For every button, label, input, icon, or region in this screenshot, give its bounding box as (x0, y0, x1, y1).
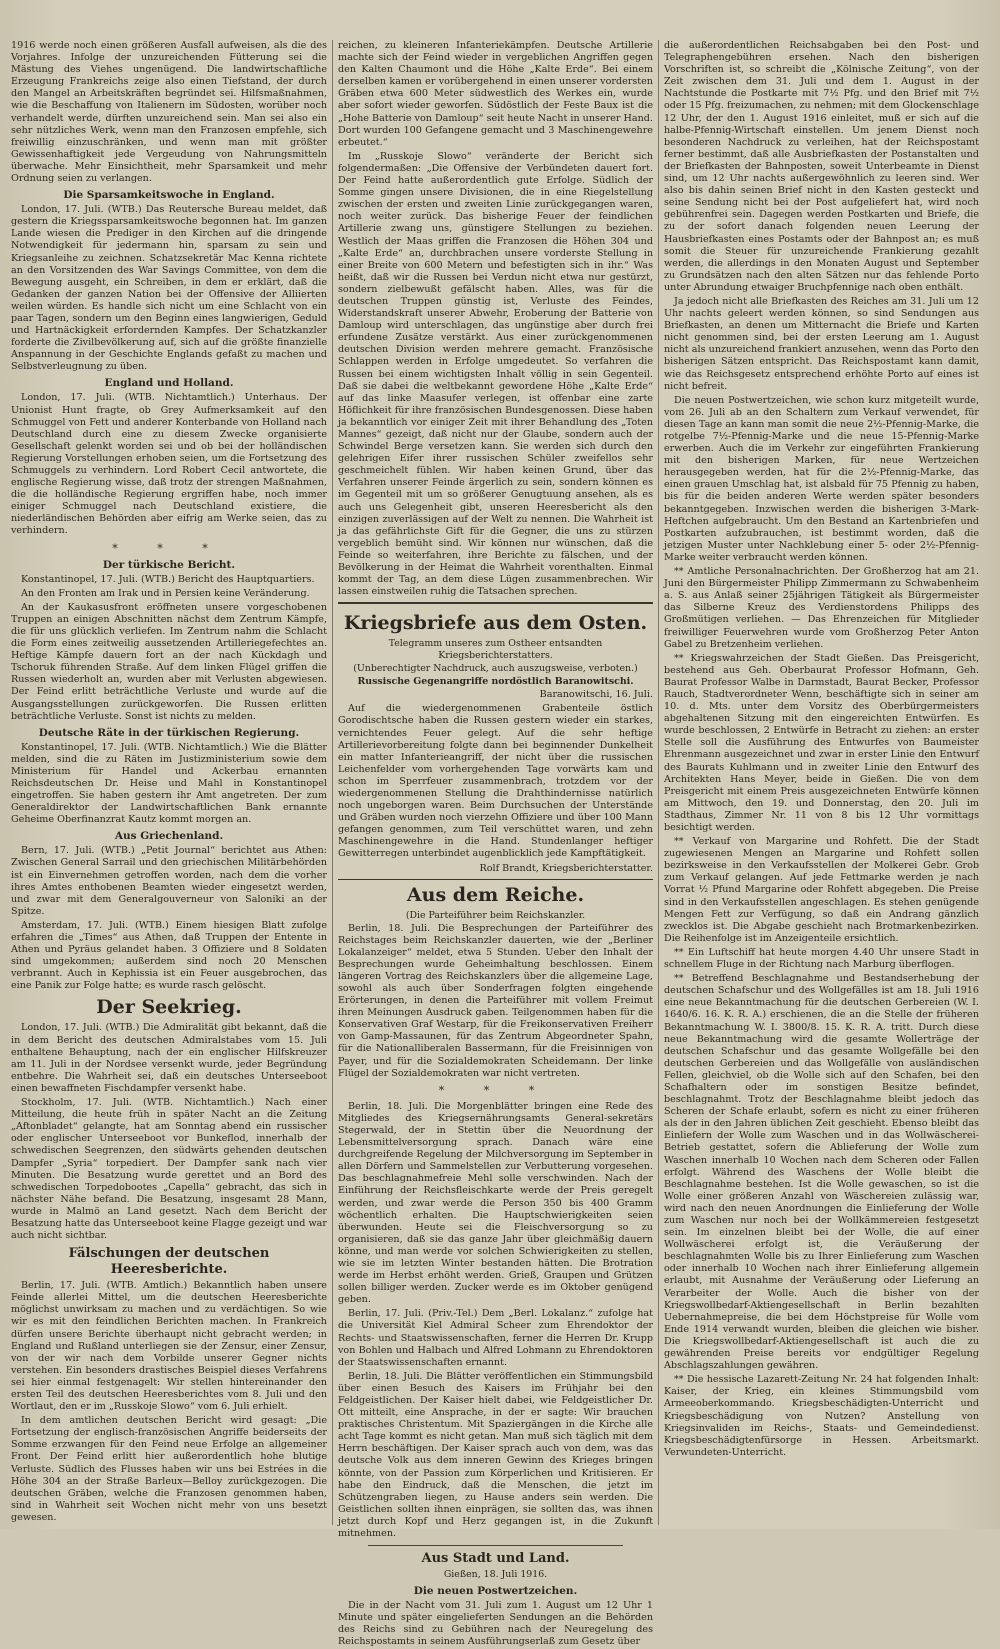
article-text: Berlin, 17. Juli. (WTB. Amtlich.) Bekanntlich haben unsere Feinde allerlei Mittel, um die deutschen Heeresberichte möglichst unwirksam zu machen und zu verdächtigen. So wie wir es mit den feindlichen Berichten machen. In Frankreich dürfen unsere Berichte überhaupt nicht gebracht werden; in England und Rußland unterliegen sie der Zensur, einer Zensur, von der wir nach dem Vorbilde unserer Gegner nichts verstehen. Ein besonders drastisches Beispiel dieses Verfahrens sei hier einmal festgenagelt: Wir stellen hintereinander den ersten Teil des deutschen Heeresberichtes vom 8. Juli und den Wortlaut, den er im „Russkoje Slowo“ vom 6. Juli erhielt. (11, 1280, 327, 1413)
article-text: In dem amtlichen deutschen Bericht wird gesagt: „Die Fortsetzung der englisch-französischen Angriffe beiderseits der Somme erzwangen für den Feind neue Erfolge an allgemeiner Front. Der Feind erlitt hier außerordentlich hohe blutige Verluste. Südlich des Flusses haben wir uns bei Estrées in die Höhe 304 an der Straße Barleux—Belloy zurückgezogen. Die deutschen Gräben, welche die Franzosen genommen haben, sind in Wahrheit seit Wochen nicht mehr von uns besetzt gewesen. (11, 1415, 327, 1523)
article-text: reichen, zu kleineren Infanteriekämpfen. Deutsche Artillerie machte sich der Feind wieder in vergeblichen Angriffen gegen den Kalten Chaumont und die Höhe „Kalte Erde“. Bei einem derselben kamen er vorübergehend in einen unserer vordersten Gräben etwa 600 Meter südwestlich des Werkes ein, wurde aber sofort wieder geworfen. Südöstlich der Feste Baux ist die „Hohe Batterie von Damloup“ seit heute Nacht in unserer Hand. Dort wurden 100 Gefangene gemacht und 3 Maschinengewehre erbeutet.“ (338, 40, 653, 148)
section-heading-seekrieg: Der Seekrieg. (96, 996, 242, 1019)
article-text: Die in der Nacht vom 31. Juli zum 1. August um 12 Uhr 1 Minute und später eingelieferten Sendungen an die Behörden des Reichs sind zu Gebühren nach der Neuregelung des Reichspostamts in seinem Ausführungserlaß zum Gesetz über (338, 1600, 653, 1648)
section-heading-stadt-land: Aus Stadt und Land. (421, 1551, 570, 1567)
article-heading: Aus Griechenland. (114, 830, 224, 843)
subheading: Telegramm unseres zum Ostheer entsandten Kriegsberichterstatters. (388, 638, 603, 662)
divider (368, 1545, 623, 1546)
article-text: ** Amtliche Personalnachrichten. Der Großherzog hat am 21. Juni den Bürgermeister Philipp Zimmermann zu Schwabenheim a. S. aus Anlaß seiner 25jährigen Tätigkeit als Bürgermeister das Silberne Kreuz des Verdienstordens Philipps des Großmütigen verliehen. — Das Ehrenzeichen für Mitglieder freiwilliger Feuerwehren wurde vom Großherzog Peter Anton Gabel zu Bretzenheim verliehen. (664, 566, 979, 650)
article-text: ** Ein Luftschiff hat heute morgen 4.40 Uhr unsere Stadt in schnellem Fluge in der Richtung nach Marburg überflogen. (664, 946, 979, 971)
article-text: Bern, 17. Juli. (WTB.) „Petit Journal“ berichtet aus Athen: Zwischen General Sarrail und den griechischen Militärbehörden ist ein Einvernehmen getroffen worden, nach dem die vorher ihres Amtes enthobenen Beamten wieder eingesetzt werden, und zwar mit dem Generalgouverneur von Saloniki an der Spitze. (11, 845, 327, 917)
article-text: An den Fronten am Irak und in Persien keine Veränderung. (21, 587, 310, 599)
author-signature: Rolf Brandt, Kriegsberichterstatter. (479, 862, 653, 874)
article-text: Berlin, 18. Juli. Die Blätter veröffentlichen ein Stimmungsbild über einen Besuch des Kaisers im Frühjahr bei den Feldgeistlichen. Der Kaiser hielt dabei, wie Feldgeistlicher Dr. Ott mitteilt, eine Ansprache, in der er sagte: Wir brauchen praktisches Christentum. Mit Spaziergängen in die Kirche alle acht Tage kommt es nicht getan. Man muß sich täglich mit dem Herrn beschäftigen. Der Kaiser sprach auch von dem, was das deutsche Volk aus dem inneren Gewinn des Krieges bringen könnte, von der Passion zum Körperlichen und Kritisieren. Er habe den Eindruck, daß die Menschen, die jetzt im Schützengraben liegen, zu Hause anders sein werden. Die Geistlichen sollten ihnen einprägen, sie sollten das, was ihnen jetzt durch Kopf und Herz gegangen ist, in die Zukunft mitnehmen. (338, 1370, 653, 1540)
subheading: (Unberechtigter Nachdruck, auch auszugsweise, verboten.) (353, 663, 638, 675)
article-text: Berlin, 18. Juli. Die Besprechungen der Parteiführer des Reichstages beim Reichskanzler dauerten, wie der „Berliner Lokalanzeiger“ meldet, etwa 5 Stunden. Ueber den Inhalt der Besprechungen wurde Geheimhaltung beschlossen. Einem längeren Vortrag des Reichskanzlers über die allgemeine Lage, sowohl als auch über Sonderfragen folgten eingehende Erörterungen, in denen die Parteiführer mit vollem Freimut ihren Meinungen Ausdruck gaben. Teilgenommen haben für die Konservativen Graf Westarp, für die Freikonservativen Freiherr von Gamp-Massaunen, für das Zentrum Abgeordneter Spahn, für die Nationalliberalen Bassermann, für die Freisinnigen von Payer, und für die Sozialdemokraten Scheidemann. Der linke Flügel der Sozialdemokraten war nicht vertreten. (338, 922, 653, 1079)
article-text: Die neuen Postwertzeichen, wie schon kurz mitgeteilt wurde, vom 26. Juli ab an den Schaltern zum Verkauf verwendet, für diesen Tage an kann man somit die neue 2½-Pfennig-Marke, die rotgelbe 7½-Pfennig-Marke und die neue 15-Pfennig-Marke erwerben. Auch die im Verkehr zur eingeführten Frankierung mit den bisherigen Marken, für neue Wertzeichen herausgegeben werden, hat für die 2½-Pfennig-Marke, das einen grauen Umschlag hat, ist alsbald für 75 Pfennig zu haben, bis für die beiden anderen Werte werden später besonders bekanntgegeben. Inzwischen werden die bisherigen 3-Mark-Heftchen aufgebraucht. Um den Bestand an Kartenbriefen und Postkarten aufzubrauchen, ist bestimmt worden, daß die jetzigen Muster unter Nachklebung einer 5- oder 2½-Pfennig-Marke weiter verbraucht werden können. (664, 394, 979, 563)
dateline: Gießen, 18. Juli 1916. (443, 1569, 548, 1581)
section-separator: * * * (112, 541, 226, 555)
article-text: Ja jedoch nicht alle Briefkasten des Reiches am 31. Juli um 12 Uhr nachts geleert werden können, so sind Sendungen aus Briefkasten, an denen um Mitternacht die Briefe und Karten nicht genommen sind, bei der ersten Leerung am 1. August nicht als unzureichend frankiert anzusehen, wenn das Porto den bisherigen Sätzen entspricht. Das Reichspostamt kann damit, wie das Reichsgesetz entsprechend erhöhte Porto auf eines ist nicht befreit. (664, 295, 979, 392)
article-heading: Die Sparsamkeitswoche in England. (63, 189, 275, 202)
section-heading-kriegsbriefe: Kriegsbriefe aus dem Osten. (343, 612, 648, 635)
article-text: 1916 werde noch einen größeren Ausfall aufweisen, als die des Vorjahres. Infolge der unzureichenden Fütterung sei die Mästung des Viehes ungenügend. Die landwirtschaftliche Erzeugung Frankreichs zeige also einen Tiefstand, der durch den Mangel an Arbeitskräften begründet sei. Hilfsmaßnahmen, wie die Beschaffung von Italienern im Südosten, worüber noch verhandelt werde, dürften unzureichend sein. Man sei also ein sehr nützliches Werk, wenn man den Franzosen empfehle, sich freiwillig einzuschränken, und wenn man mit größter Gewissenhaftigkeit jede Vergeudung von Nahrungsmitteln überwache. Mehr Einsichtheit, mehr Sparsamkeit und mehr Ordnung seien zu verlangen. (11, 40, 327, 185)
article-text: Berlin, 18. Juli. Die Morgenblätter bringen eine Rede des Mitgliedes des Kriegsernährungsamts General-sekretärs Stegerwald, der in Stettin über die Neuordnung der Lebensmittelversorgung sprach. Danach wäre eine durchgreifende Regelung der Milchversorgung im September in allen Dörfern und Sammelstellen zur Verbutterung vorgesehen. Das beschlagnahmefreie Mehl solle verschwinden. Nach der Einführung der Reichsfleischkarte werde der Preis geregelt werden, und zwar werde die Person 350 bis 400 Gramm wöchentlich erhalten. Die Hauptschwierigkeiten seien überwunden. Heute sei die Fleischversorgung so zu organisieren, daß sie das ganze Jahr über gleichmäßig dauern könne, und man werde vor solchen Schwierigkeiten zu stellen, wie sie im letzten Winter bestanden hätten. Die Brotration werde im Herbst erhöht werden. Grieß, Graupen und Grützen sollen billiger werden. Zucker werde es im Oktober genügend geben. (338, 1100, 653, 1306)
subheading: Russische Gegenangriffe nordöstlich Baranowitschi. (357, 676, 634, 688)
section-heading-reiche: Aus dem Reiche. (406, 883, 585, 906)
section-separator: * * * (438, 1083, 553, 1097)
article-heading: Fälschungen der deutschen Heeresberichte. (68, 1246, 270, 1278)
article-heading: Deutsche Räte in der türkischen Regierung. (38, 726, 300, 739)
article-text: Berlin, 17. Juli. (Priv.-Tel.) Dem „Berl. Lokalanz.“ zufolge hat die Universität Kiel Admiral Scheer zum Ehrendoktor der Rechts- und Staatswissenschaften, ferner die Herren Dr. Krupp von Bohlen und Halbach und Alfred Lohmann zu Ehrendoktoren der Staatswissenschaften ernannt. (338, 1308, 653, 1368)
article-text: die außerordentlichen Reichsabgaben bei den Post- und Telegraphengebühren ersehen. Nach den bisherigen Vorschriften ist, so schreibt die „Kölnische Zeitung“, von der Zeit zwischen dem 31. Juli und dem 1. August in der Nachtstunde die Postkarte mit 7½ Pfg. und den Brief mit 7½ oder 15 Pfg. freizumachen, zu nehmen; mit dem Glockenschlage 12 Uhr, der den 1. August 1916 einleitet, muß er sich auf die halbe-Pfennig-Wirtschaft einstellen. Um jenem Dienst noch besonderen Nachdruck zu verleihen, hat der Reichspostamt ferner bestimmt, daß alle Ausbriefkasten der Postanstalten und der Briefkasten der Bahnposten, soweit Unterbeamte in Dienst sind, um 12 Uhr nachts außergewöhnlich zu leeren sind. Wer also bis dahin seinen Brief nicht in den Kasten gesteckt und seine Sendung nicht bei der Post aufgeliefert hat, wird noch gebührenfrei sein. Dagegen werden Postkarten und Briefe, die zu der sofort danach folgenden neuen Leerung der Hausbriefkasten eines Postamts oder der Bahnpost an; es muß somit die Steuer für unzureichende Frankierung gezahlt werden, die allerdings in den Monaten August und September zu Grundsätzen nach den alten Sätzen nur das fehlende Porto unter Abrundung etwaiger Bruchpfennige nach oben enthält. (664, 40, 979, 293)
dateline: Baranowitschi, 16. Juli. (539, 689, 653, 701)
article-text: London, 17. Juli. (WTB.) Die Admiralität gibt bekannt, daß die in dem Bericht des deutschen Admiralstabes vom 15. Juli enthaltene Behauptung, nach der ein englischer Hilfskreuzer am 11. Juli in der Nordsee versenkt wurde, jeder Begründung entbehre. Die Wahrheit sei, daß ein deutsches Unterseeboot einen bewaffneten Fischdampfer versenkt habe. (11, 1022, 327, 1094)
article-text: ** Die hessische Lazarett-Zeitung Nr. 24 hat folgenden Inhalt: Kaiser, der Krieg, ein kleines Stimmungsbild vom Armeeoberkommando. Kriegsbeschädigten-Unterricht und Kriegsbeschädigung von Nutzen? Anstellung von Kriegsinvaliden im Reichs-, Staats- und Gemeindedienst. Kriegsbeschädigtenfürsorge in Hessen. Arbeitsmarkt. Verwundeten-Unterricht. (664, 1374, 979, 1458)
article-text: ** Kriegswahrzeichen der Stadt Gießen. Das Preisgericht, bestehend aus Geh. Oberbaurat Professor Hofmann, Geh. Baurat Professor Walbe in Darmstadt, Baurat Becker, Professor Rauch, Stadtverordneter Wenn, beschäftigte sich in seiner am 10. d. Mts. unter dem Vorsitz des Oberbürgermeisters abgehaltenen Sitzung mit den eingereichten Entwürfen. Es wurde beschlossen, 2 Entwürfe in Betracht zu ziehen: an erster Stelle soll die Ausführung des Entwurfes von Baumeister Ehrenmann ausgezeichnet und zwar in erster Linie den Entwurf des Baurats Kuhlmann und in zweiter Linie den Entwurf des Architekten Hans Meyer, beide in Gießen. Die von dem Preisgericht mit einem Preis ausgezeichneten Entwürfe können am Mittwoch, den 19. und Donnerstag, den 20. Juli im Stadthaus, Zimmer Nr. 11 von 8 bis 12 Uhr vormittags besichtigt werden. (664, 652, 979, 833)
article-text: Auf die wiedergenommenen Grabenteile östlich Gorodischtsche haben die Russen gestern wieder ein starkes, vernichtendes Feuer gelegt. Auf die sehr heftige Artillerievorbereitung folgte dann bei beginnender Dunkelheit ein matter Infanterieangriff, der nicht über die russischen Leichenfelder vom vorhergehenden Tage vorwärts kam und schon im Sperrfeuer zusammenbrach, trotzdem vor der wiedergenommenen Stellung die Drahthindernisse natürlich noch ungeborgen waren. Beim Durchsuchen der Unterstände und Gräben wurden noch vierzehn Offiziere und über 100 Mann gefangen genommen, zum Teil verschüttet waren, und zehn Maschinengewehre in die Hand. Stundenlanger heftiger Gewitterregen unterbindet augenblicklich jede Kampftätigkeit. (338, 703, 653, 860)
article-text: London, 17. Juli. (WTB. Nichtamtlich.) Unterhaus. Der Unionist Hunt fragte, ob Grey Aufmerksamkeit auf den Schmuggel von Fett und anderer Konterbande von Holland nach Deutschland durch eine zu diesem Zwecke organisierte Gesellschaft gelenkt worden sei und ob bei der holländischen Regierung Vorstellungen erhoben seien, um die Fortsetzung des Schmuggels zu verhindern. Lord Robert Cecil antwortete, die englische Regierung wisse, daß trotz der strengen Maßnahmen, die die holländische Regierung ergriffen habe, noch immer einiger Schmuggel nach Deutschland existiere, die niederländischen Behörden aber eifrig am Werke seien, das zu verhindern. (11, 392, 327, 537)
article-text: Konstantinopel, 17. Juli. (WTB.) Bericht des Hauptquartiers. (21, 573, 315, 585)
subheading: (Die Parteiführer beim Reichskanzler. (405, 909, 586, 921)
article-text: Konstantinopel, 17. Juli. (WTB. Nichtamtlich.) Wie die Blätter melden, sind die zu Räten im Justizministerium sowie dem Ministerium für Handel und Ackerbau ernannten Reichsdeutschen Dr. Heise und Mahl in Konstantinopel eingetroffen. Sie haben gestern ihr Amt angetreten. Der zum Generaldirektor der Landwirtschaftlichen Bank ernannte Geheime Oberfinanzrat Kautz kommt morgen an. (11, 741, 327, 826)
article-heading: England und Holland. (104, 377, 234, 390)
article-text: ** Verkauf von Margarine und Rohfett. Die der Stadt zugewiesenen Mengen an Margarine und Rohfett sollen bezirksweise in den Verkaufsstellen der Molkerei Gebr. Grob zum Verkauf gelangen. Auf jede Fettmarke werden je nach Vorrat ½ Pfund Margarine oder Rohfett abgegeben. Die Preise sind in den Verkaufsstellen angeschlagen. Es stehen genügende Mengen Fett zur Verfügung, so daß ein Andrang gänzlich zwecklos ist. Die Abgabe geschieht nach Brotmarkenbezirken. Die Reihenfolge ist im Anzeigenteile ersichtlich. (664, 836, 979, 944)
article-text: Amsterdam, 17. Juli. (WTB.) Einem hiesigen Blatt zufolge erfahren die „Times“ aus Athen, daß Truppen der Entente in Athen und Pyräus gelandet haben. 3 Offiziere und 8 Soldaten sind umgekommen; außerdem sind noch 20 Menschen verbrannt. Auch in Kephissia ist ein Feuer ausgebrochen, das eine Panik zur Folge hatte; es wurde rasch gelöscht. (11, 919, 327, 992)
article-heading: Die neuen Postwertzeichen. (413, 1585, 578, 1598)
column-2 (332, 40, 658, 1648)
column-3 (658, 40, 984, 1525)
article-text: An der Kaukasusfront eröffneten unsere vorgeschobenen Truppen an einigen Abschnitten nächst dem Zentrum Kämpfe, die für uns glücklich verliefen. Im Zentrum nahm die Schlacht die Form eines zeitweilig aussetzenden Artilleriegefechtes an. Heftige Kämpfe dauern fort an der nach Kückdagh und Tschoruk führenden Straße. Auf dem linken Flügel griffen die Russen wiederholt an, wurden aber mit Verlusten abgewiesen. Der Feind erlitt beträchtliche Verluste und wurde auf die Ausgangsstellungen zurückgeworfen. Die Russen erlitten beträchtliche Verluste. Sonst ist nichts zu melden. (11, 601, 327, 722)
article-text: Stockholm, 17. Juli. (WTB. Nichtamtlich.) Nach einer Mitteilung, die heute früh in später Nacht an die Zeitung „Aftonbladet“ gelangte, hat am Sonntag abend ein russischer oder englischer Unterseeboot vor Bunkeflod, innerhalb der schwedischen Seegrenzen, den südwärts gehenden deutschen Dampfer „Syria“ torpediert. Der Dampfer sank nach vier Minuten. Die Besatzung wurde gerettet und an Bord des schwedischen Torpedobootes „Capella“ gebracht, das sich in nächster Nähe befand. Die Besatzung, insgesamt 28 Mann, wurde in Malmö an Land gesetzt. Nach dem Bericht der Besatzung hatte das Unterseeboot keine Flagge gezeigt und war auch nicht sichtbar. (11, 1097, 327, 1242)
column-1 (6, 40, 332, 1525)
article-text: London, 17. Juli. (WTB.) Das Reutersche Bureau meldet, daß gestern die Kriegssparsamkeitswoche begonnen hat. Im ganzen Lande wiesen die Prediger in den Kirchen auf die dringende Notwendigkeit für jedermann hin, sparsam zu sein und Kriegsanleihe zu zeichnen. Schatzsekretär Mac Kenna richtete an den Vorsitzenden des War Savings Committee, von dem die Bewegung ausgeht, ein Schreiben, in dem er erklärt, daß die Gedanken der ganzen Nation bei der Offensive der Alliierten weilen würden. Es handle sich nicht um eine Schlacht von ein paar Tagen, sondern um den Beginn eines langwierigen, Geduld und Hartnäckigkeit erfordernden Kampfes. Der Schatzkanzler forderte die Zivilbevölkerung auf, sich auf die größte finanzielle Anspannung in der Geschichte Englands gefaßt zu machen und Selbstverleugnung zu üben. (11, 204, 327, 373)
article-text: ** Betreffend Beschlagnahme und Bestandserhebung der deutschen Schafschur und des Wollgefälles ist am 18. Juli 1916 eine neue Bekanntmachung für die deutschen Gerbereien (W. I. 1640/6. 16. K. R. A.) erschienen, die an die Stelle der früheren Bekanntmachung W. I. 3800/8. 15. K. R. A. tritt. Durch diese neue Bekanntmachung wird die gesamte Wollerträge der deutschen Schafschur und das gesamte Wollgefälle bei den deutschen Gerbereien und das Wollgefälle von ausländischen Fellen, gleichviel, ob die Wolle sich auf den Schafen, bei den Schafhaltern oder im sonstigen Besitze befindet, beschlagnahmt. Trotz der Beschlagnahme bleibt jedoch das Scheren der Schafe erlaubt, sofern es nicht zu einer früheren als der in den Jahren üblichen Zeit geschieht. Ebenso bleibt das Einliefern der Wolle zum Waschen und in das Wollwäscherei-Betrieb gestattet, sofern die Ablieferung der Wolle zum Waschen innerhalb 10 Wochen nach dem Scheren oder Fallen erfolgt. Während des Waschens der Wolle bleibt die Beschlagnahme bestehen. Ist die Wolle gewaschen, so ist die Wolle einer größeren Anzahl von Wäschereien zulässig war, wird nach den neuen Anordnungen die Einlieferung der Wolle zum Waschen nur noch bei der Wollkämmereien festgesetzt sein. Im einzelnen bleibt bei der Wolle, die auf einer Wollwäscherei erfolgt ist, die Veräußerung der beschlagnahmten Wolle bis zu Ihrer Einlieferung zum Waschen oder innerhalb 10 Wochen nach ihrer Einlieferung allgemein erlaubt, mit Ausnahme der Veräußerung oder Lieferung an Verarbeiter der Wolle. Auch die bisher von der Kriegswollbedarf-Aktiengesellschaft in Berlin bezahlten Uebernahmepreise, die bei dem Höchstpreise für Wolle vom Ende 1914 verwandt wurden, bleiben die gleichen wie bisher. Die Kriegswollbedarf-Aktiengesellschaft ist auch die zu gewährenden Preise bereits vor endgültiger Regelung Abschlagszahlungen gewähren. (664, 973, 979, 1372)
article-text: Im „Russkoje Slowo“ veränderte der Bericht sich folgendermaßen: „Die Offensive der Verbündeten dauert fort. Der Feind hatte außerordentlich gute Erfolge. Südlich der Somme gingen unsere Divisionen, die in eine Riegelstellung zwischen der ersten und zweiten Linie zurückgegangen waren, noch weiter zurück. Das bisherige Feuer der feindlichen Artillerie zwang uns, günstigere Stellungen zu beziehen. Westlich der Maas griffen die Franzosen die Höhen 304 und „Kalte Erde“ an, durchbrachen unsere vorderste Stellung in einer Breite von 600 Metern und befestigten sich in ihr.“ Was heißt, daß wir die Russen bei Verdun nicht etwa nur gestürzt, sondern zielbewußt gefälscht haben. Alles, was für die deutschen Truppen günstig ist, Verluste des Feindes, Widerstandskraft unserer Abwehr, Eroberung der Batterie von Damloup wird unterschlagen, das ungünstige aber durch frei erfundene Zusätze verstärkt. Aus einer zurückgenommenen deutschen Division werden mehrere gemacht. Französische Schlappen werden in Erfolge umgedeutet. So verfahren die Russen bei einem wichtigsten Inhalt völlig in sein Gegenteil. Daß sie dabei die weltbekannt gewordene Höhe „Kalte Erde“ auf das linke Maasufer verlegen, ist offenbar eine zarte Höflichkeit für ihre französischen Bundesgenossen. Diese haben ja bekanntlich vor einiger Zeit mit ihrer Behandlung des „Toten Mannes“ gezeigt, daß nicht nur der Glaube, sondern auch der Schwindel Berge versetzen kann. Sie werden sich durch den gelehrigen Eifer ihrer russischen Schüler zweifellos sehr geschmeichelt fühlen. Wir haben keinen Grund, über das Verfahren unserer Feinde ärgerlich zu sein, sondern können es im Gegenteil mit um so größerer Genugtuung ansehen, als es auch uns Gelegenheit gibt, unseren Heeresbericht als den einzigen zuverlässigen auf der Welt zu nennen. Die Wahrheit ist ja das gefährlichste Gift für die Gegner, die uns zu stürzen vergeblich bemüht sind. Wir können nur wünschen, daß die Feinde so weiterfahren, ihre Berichte zu fälschen, und der Bevölkerung in der Heimat die Wahrheit vorenthalten. Einmal kommt der Tag, an dem diese Lügen zusammenbrechen. Wir lassen einstweilen ruhig die Tatsachen sprechen. (338, 150, 653, 598)
article-heading: Der türkische Bericht. (102, 558, 236, 571)
kriegsbriefe-box (338, 602, 653, 879)
